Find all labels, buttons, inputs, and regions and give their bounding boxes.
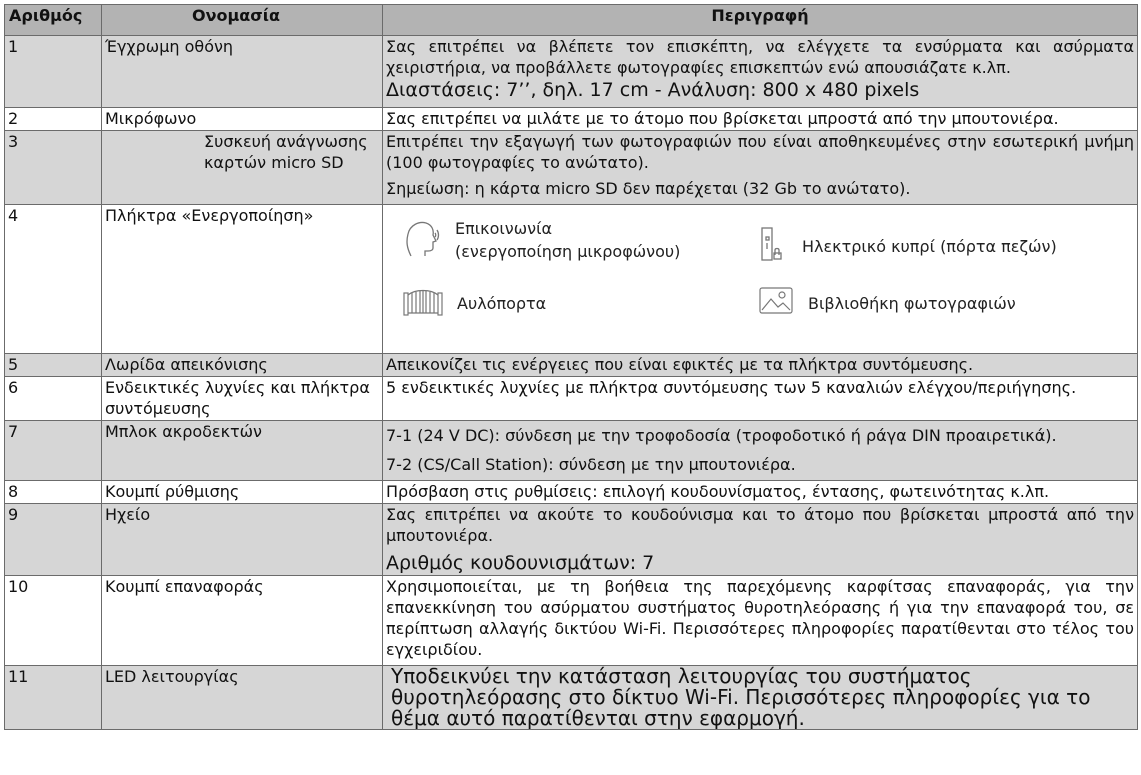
row-name: Μπλοκ ακροδεκτών bbox=[102, 421, 383, 481]
specification-table bbox=[4, 4, 1138, 730]
table-row bbox=[5, 481, 1138, 504]
door-lock-icon bbox=[758, 225, 788, 268]
row-number: 4 bbox=[5, 205, 102, 354]
row-name: Έγχρωμη οθόνη bbox=[102, 36, 383, 108]
photo-library-key bbox=[758, 285, 1016, 322]
description-text: Σας επιτρέπει να βλέπετε τον επισκέπτη, να ελέγχετε τα ενσύρματα και ασύρματα χειριστήρια, να προβάλλετε φωτογραφίες επισκεπτών ενώ απουσιάζατε κ.λπ. bbox=[386, 37, 1134, 77]
photo-library-label: Βιβλιοθήκη φωτογραφιών bbox=[808, 294, 1016, 313]
table-row bbox=[5, 36, 1138, 108]
row-description bbox=[383, 36, 1138, 108]
row-number: 6 bbox=[5, 377, 102, 421]
description-text: Σας επιτρέπει να ακούτε το κουδούνισμα και το άτομο που βρίσκεται μπροστά από την μπουτονιέρα. bbox=[386, 505, 1134, 545]
communication-label bbox=[455, 217, 680, 263]
row-number: 8 bbox=[5, 481, 102, 504]
table-row bbox=[5, 421, 1138, 481]
row-description: Απεικονίζει τις ενέργειες που είναι εφικτές με τα πλήκτρα συντόμευσης. bbox=[383, 354, 1138, 377]
gate-icon bbox=[403, 285, 443, 322]
header-name: Ονομασία bbox=[102, 5, 383, 36]
row-name: Πλήκτρα «Ενεργοποίηση» bbox=[102, 205, 383, 354]
display-specs-text: Διαστάσεις: 7’’, δηλ. 17 cm - Ανάλυση: 800 x 480 pixels bbox=[386, 79, 920, 101]
speaking-head-icon bbox=[403, 218, 441, 263]
row-description bbox=[383, 504, 1138, 576]
row-name: Ηχείο bbox=[102, 504, 383, 576]
row-name: LED λειτουργίας bbox=[102, 666, 383, 730]
row-number: 3 bbox=[5, 131, 102, 205]
communication-key bbox=[403, 217, 680, 263]
gate-key bbox=[403, 285, 546, 322]
row-name-text: Συσκευή ανάγνωσης καρτών micro SD bbox=[204, 132, 368, 172]
header-number: Αριθμός bbox=[5, 5, 102, 36]
row-name: Μικρόφωνο bbox=[102, 108, 383, 131]
header-description: Περιγραφή bbox=[383, 5, 1138, 36]
activation-keys-grid bbox=[383, 205, 1137, 353]
row-description: Χρησιμοποιείται, με τη βοήθεια της παρεχόμενης καρφίτσας επαναφοράς, για την επανεκκίνηση του ασύρματου συστήματος θυροτηλεόρασης ή για την επαναφορά του, σε περίπτωση αλλαγής δικτύου Wi-Fi. Περισσότερες πληροφορίες παρατίθενται στο τέλος του εγχειριδίου. bbox=[383, 576, 1138, 666]
row-name: Κουμπί ρύθμισης bbox=[102, 481, 383, 504]
row-name: Κουμπί επαναφοράς bbox=[102, 576, 383, 666]
ringtones-count-text: Αριθμός κουδουνισμάτων: 7 bbox=[386, 552, 655, 574]
row-number: 2 bbox=[5, 108, 102, 131]
table-row bbox=[5, 205, 1138, 354]
gate-label: Αυλόπορτα bbox=[457, 294, 547, 313]
row-name: Λωρίδα απεικόνισης bbox=[102, 354, 383, 377]
communication-label-line1: Επικοινωνία bbox=[455, 219, 553, 238]
table-row bbox=[5, 354, 1138, 377]
table-row bbox=[5, 576, 1138, 666]
terminal-7-1-text: 7-1 (24 V DC): σύνδεση με την τροφοδοσία (τροφοδοτικό ή ράγα DIN προαιρετικά). bbox=[386, 426, 1057, 445]
row-description bbox=[383, 421, 1138, 481]
description-text: Υποδεικνύει την κατάσταση λειτουργίας του συστήματος θυροτηλεόρασης στο δίκτυο Wi-Fi. Περισσότερες πληροφορίες για το θέμα αυτό παρατίθενται στην εφαρμογή. bbox=[391, 665, 1091, 730]
row-description: Πρόσβαση στις ρυθμίσεις: επιλογή κουδουνίσματος, έντασης, φωτεινότητας κ.λπ. bbox=[383, 481, 1138, 504]
note-text: Σημείωση: η κάρτα micro SD δεν παρέχεται (32 Gb το ανώτατο). bbox=[386, 179, 911, 198]
terminal-7-2-text: 7-2 (CS/Call Station): σύνδεση με την μπουτονιέρα. bbox=[386, 455, 796, 474]
row-number: 5 bbox=[5, 354, 102, 377]
table-row bbox=[5, 666, 1138, 730]
row-description bbox=[383, 131, 1138, 205]
row-description bbox=[383, 666, 1138, 730]
row-number: 11 bbox=[5, 666, 102, 730]
table-row bbox=[5, 108, 1138, 131]
row-name bbox=[102, 131, 383, 205]
row-description: Σας επιτρέπει να μιλάτε με το άτομο που βρίσκεται μπροστά από την μπουτονιέρα. bbox=[383, 108, 1138, 131]
table-row bbox=[5, 131, 1138, 205]
row-number: 1 bbox=[5, 36, 102, 108]
table-row bbox=[5, 377, 1138, 421]
row-number: 7 bbox=[5, 421, 102, 481]
communication-label-line2: (ενεργοποίηση μικροφώνου) bbox=[455, 242, 681, 261]
table-header-row bbox=[5, 5, 1138, 36]
row-name: Ενδεικτικές λυχνίες και πλήκτρα συντόμευσης bbox=[102, 377, 383, 421]
row-number: 9 bbox=[5, 504, 102, 576]
row-number: 10 bbox=[5, 576, 102, 666]
description-text: Επιτρέπει την εξαγωγή των φωτογραφιών που είναι αποθηκευμένες στην εσωτερική μνήμη (100 φωτογραφίες το ανώτατο). bbox=[386, 132, 1134, 172]
photo-library-icon bbox=[758, 285, 794, 322]
door-lock-key bbox=[758, 225, 1057, 268]
row-description: 5 ενδεικτικές λυχνίες με πλήκτρα συντόμευσης των 5 καναλιών ελέγχου/περιήγησης. bbox=[383, 377, 1138, 421]
row-description bbox=[383, 205, 1138, 354]
door-lock-label: Ηλεκτρικό κυπρί (πόρτα πεζών) bbox=[802, 237, 1057, 256]
table-row bbox=[5, 504, 1138, 576]
